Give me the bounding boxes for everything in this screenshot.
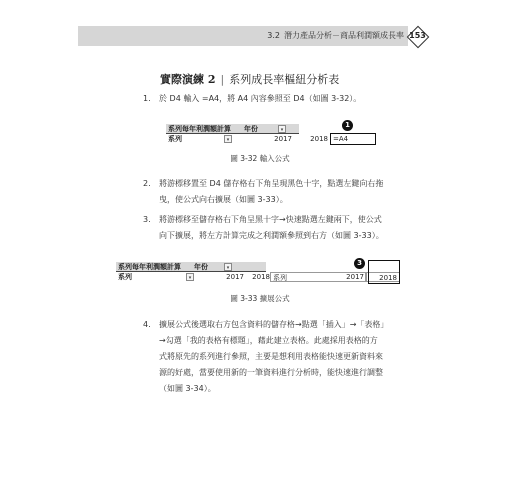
step-text-line: 向下擴展，將左方計算完成之利潤額參照到右方（如圖 3-33）。 [159, 231, 384, 240]
running-header [92, 26, 404, 46]
reference-series-cell: 系列 [270, 272, 366, 282]
year-filter-dropdown[interactable]: ▾ [224, 263, 232, 271]
year-2017-cell: 2017 [226, 273, 244, 281]
selected-range-outline[interactable] [368, 260, 400, 284]
year-2017-cell: 2017 [274, 135, 292, 143]
exercise-heading [160, 71, 339, 87]
figure-3-33-caption: 圖 3-33 擴展公式 [230, 294, 290, 303]
step-text-line: （如圖 3-34）。 [159, 384, 216, 393]
pivot-header-year: 年份 [194, 263, 208, 271]
reference-2017-cell: 2017 [346, 273, 364, 281]
section-title: 潛力產品分析－商品利潤額成長率 [284, 31, 404, 40]
step-text: 於 D4 輸入 =A4，將 A4 內容參照至 D4（如圖 3-32）。 [159, 94, 362, 103]
pivot-header-title: 系列每年利潤額計算 [168, 125, 231, 133]
step-2 [143, 176, 443, 208]
callout-badge-1: 1 [342, 120, 353, 131]
heading-separator: | [220, 73, 225, 86]
step-3 [143, 212, 443, 244]
step-text-line: →勾選「我的表格有標題」，藉此建立表格。此處採用表格的方 [159, 336, 378, 345]
step-number: 2. [143, 179, 151, 188]
row-label: 系列 [168, 135, 182, 143]
d4-formula-cell[interactable]: =A4 [330, 133, 376, 145]
step-text-line: 式將原先的系列進行參照，主要是想利用表格能快速更新資料來 [159, 352, 383, 361]
step-text-line: 源的好處，當要使用新的一筆資料進行分析時，能快速進行調整 [159, 368, 383, 377]
series-filter-dropdown[interactable]: ▾ [224, 135, 232, 143]
step-text-line: 曳，使公式向右擴展（如圖 3-33）。 [159, 195, 288, 204]
pivot-header-title: 系列每年利潤額計算 [118, 263, 181, 271]
callout-badge-3: 3 [354, 258, 365, 269]
pivot-header-year: 年份 [244, 125, 258, 133]
step-4 [143, 317, 443, 397]
step-number: 3. [143, 215, 151, 224]
exercise-label: 實際演練 2 [160, 73, 216, 86]
figure-3-32-spreadsheet [166, 121, 378, 146]
section-number: 3.2 [267, 31, 280, 40]
year-2018-cell: 2018 [310, 135, 328, 143]
step-text-line: 將游標移置至 D4 儲存格右下角呈現黑色十字，點選左鍵向右拖 [159, 179, 384, 188]
figure-3-33-spreadsheet [116, 260, 406, 284]
step-number: 4. [143, 320, 151, 329]
step-number: 1. [143, 94, 151, 103]
reference-2018-cell: 2018 [366, 272, 400, 282]
series-filter-dropdown[interactable]: ▾ [186, 273, 194, 281]
year-filter-dropdown[interactable]: ▾ [278, 125, 286, 133]
step-text-line: 擴展公式後選取右方包含資料的儲存格→點選「插入」→「表格」 [159, 320, 389, 329]
page-number: 153 [409, 31, 426, 40]
figure-3-32-caption: 圖 3-32 輸入公式 [230, 154, 290, 163]
step-text-line: 將游標移至儲存格右下角呈黑十字→快速點選左鍵兩下，使公式 [159, 215, 382, 224]
exercise-title: 系列成長率樞紐分析表 [229, 73, 340, 86]
step-1 [143, 91, 443, 107]
row-label: 系列 [118, 273, 132, 281]
year-2018-cell: 2018 [252, 273, 270, 281]
